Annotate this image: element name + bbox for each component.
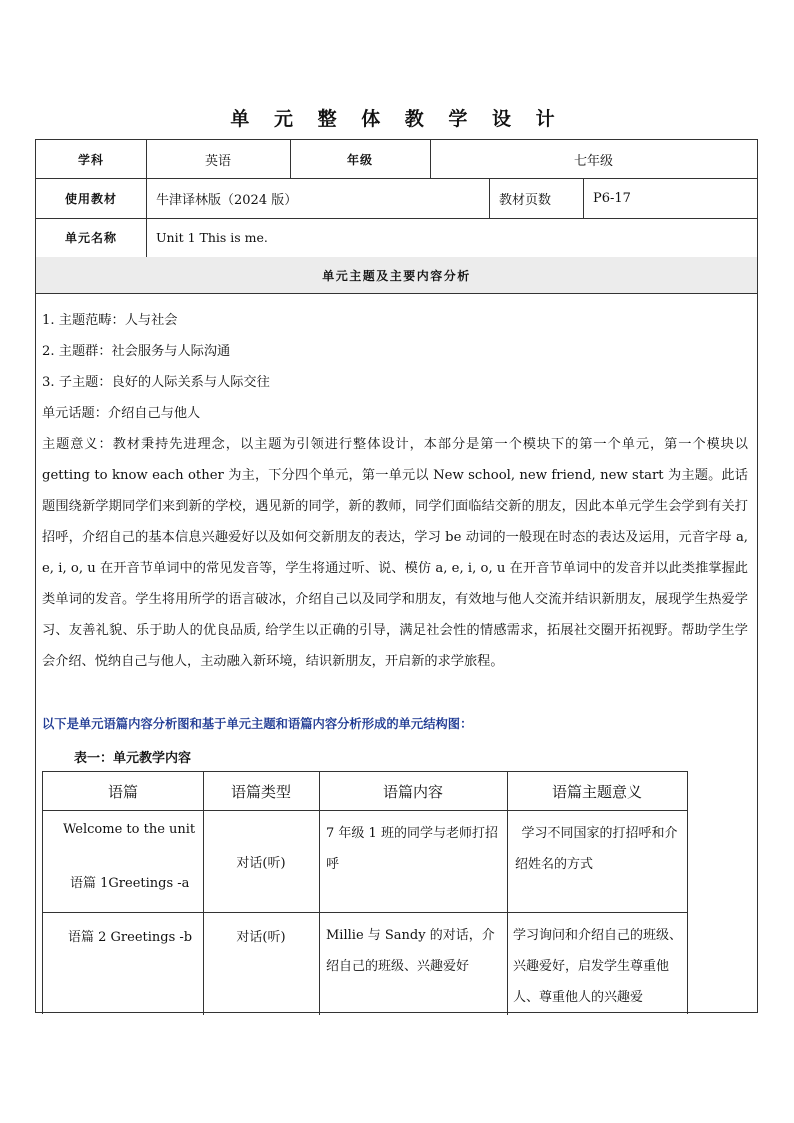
row1-text-a: Welcome to the unit	[63, 822, 196, 837]
content-table	[42, 771, 688, 1014]
col-divider	[583, 178, 584, 218]
row1-text-b: 语篇 1Greetings -a	[70, 876, 190, 891]
inner-col-divider	[319, 772, 320, 1015]
row2-meaning: 学习询问和介绍自己的班级、兴趣爱好，启发学生尊重他人、尊重他人的兴趣爱	[513, 928, 683, 1005]
inner-col-divider	[203, 772, 204, 1015]
section-title: 单元主题及主要内容分析	[36, 257, 757, 293]
row1-meaning: 学习不同国家的打招呼和介绍姓名的方式	[515, 826, 678, 872]
row-divider	[36, 178, 757, 179]
row1-content: 7 年级 1 班的同学与老师打招呼	[326, 826, 498, 872]
row2-type: 对话(听)	[236, 930, 286, 945]
structure-heading: 以下是单元语篇内容分析图和基于单元主题和语篇内容分析形成的单元结构图：	[42, 717, 473, 731]
pages-label: 教材页数	[499, 192, 552, 208]
inner-col-divider	[507, 772, 508, 1015]
header-type: 语篇类型	[230, 782, 291, 801]
grade-label: 年级	[346, 152, 373, 167]
row-divider	[36, 218, 757, 219]
textbook-value: 牛津译林版（2024 版）	[156, 192, 298, 208]
theme-category: 1. 主题范畴：人与社会	[42, 313, 178, 328]
textbook-label: 使用教材	[64, 191, 117, 206]
col-divider	[430, 140, 431, 178]
header-meaning: 语篇主题意义	[551, 782, 642, 801]
subject-value: 英语	[204, 153, 231, 169]
row2-content: Millie 与 Sandy 的对话，介绍自己的班级、兴趣爱好	[326, 928, 495, 974]
unit-design-table	[35, 139, 758, 1013]
col-divider	[146, 140, 147, 257]
col-divider	[489, 178, 490, 218]
theme-group: 2. 主题群：社会服务与人际沟通	[42, 344, 231, 359]
header-text: 语篇	[107, 782, 138, 801]
unit-topic: 单元话题：介绍自己与他人	[42, 406, 201, 421]
col-divider	[290, 140, 291, 178]
table-row	[43, 912, 203, 1015]
analysis-text	[42, 305, 748, 677]
row-divider	[36, 293, 757, 294]
header-content: 语篇内容	[382, 782, 443, 801]
table-row	[43, 810, 203, 912]
subject-label: 学科	[77, 152, 104, 167]
document-title: 单 元 整 体 教 学 设 计	[230, 108, 564, 130]
grade-value: 七年级	[573, 153, 613, 169]
sub-theme: 3. 子主题：良好的人际关系与人际交往	[42, 375, 270, 390]
theme-meaning: 主题意义：教材秉持先进理念，以主题为引领进行整体设计，本部分是第一个模块下的第一个单元，第一个模块以 getting to know each other 为主，下分四个单元，第一单元以 New school, new friend, new start 为主题。此话题围绕新学期同学们来到新的学校，遇见新的同学，新的教师，同学们面临结交新的朋友，因此本单元学生会学到有关打招呼，介绍自己的基本信息兴趣爱好以及如何交新朋友的表达，学习 be 动词的一般现在时态的表达及运用，元音字母 a, e, i, o, u 在开音节单词中的常见发音等，学生将通过听、说、模仿 a, e, i, o, u 在开音节单词中的发音并以此类推掌握此类单词的发音。学生将用所学的语言破冰，介绍自己以及同学和朋友，有效地与他人交流并结识新朋友，展现学生热爱学习、友善礼貌、乐于助人的优良品质, 给学生以正确的引导，满足社会性的情感需求，拓展社交圈开拓视野。帮助学生学会介绍、悦纳自己与他人，主动融入新环境，结识新朋友，开启新的求学旅程。	[42, 437, 748, 669]
inner-row-divider	[43, 810, 687, 811]
row2-text-a: 语篇 2 Greetings -b	[68, 930, 193, 945]
unit-label: 单元名称	[64, 231, 117, 245]
table-title: 表一：单元教学内容	[74, 751, 192, 766]
unit-value: Unit 1 This is me.	[156, 230, 268, 245]
inner-row-divider	[43, 912, 687, 913]
row1-type: 对话(听)	[236, 855, 286, 871]
pages-value: P6-17	[593, 190, 631, 206]
